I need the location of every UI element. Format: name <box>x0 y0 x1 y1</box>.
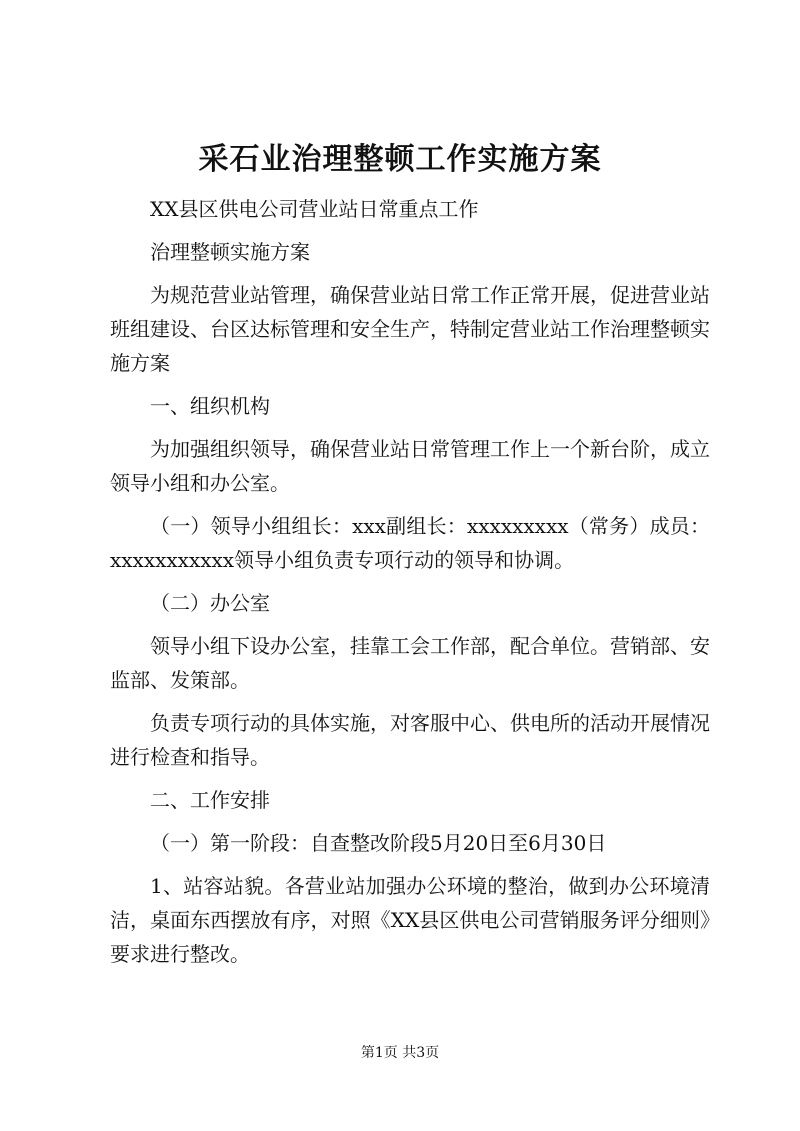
paragraph-subtitle-2: 治理整顿实施方案 <box>150 240 310 264</box>
document-title: 采石业治理整顿工作实施方案 <box>198 142 602 177</box>
page-footer: 第1页 共3页 <box>360 1045 440 1061</box>
paragraph-subtitle-1: XX县区供电公司营业站日常重点工作 <box>150 197 479 221</box>
subheading-first-phase: （一）第一阶段：自查整改阶段5月20日至6月30日 <box>150 831 607 855</box>
paragraph-responsibility: 负责专项行动的具体实施，对客服中心、供电所的活动开展情况进行检查和指导。 <box>110 711 710 769</box>
paragraph-organization: 为加强组织领导，确保营业站日常管理工作上一个新台阶，成立领导小组和办公室。 <box>110 437 710 495</box>
section-heading-work-arrangement: 二、工作安排 <box>150 788 270 812</box>
paragraph-leading-group: （一）领导小组组长：xxx副组长：xxxxxxxxx（常务）成员：xxxxxxxxxxx领导小组负责专项行动的领导和协调。 <box>110 514 710 572</box>
paragraph-intro: 为规范营业站管理，确保营业站日常工作正常开展，促进营业站班组建设、台区达标管理和安全生产，特制定营业站工作治理整顿实施方案 <box>110 283 710 375</box>
document-body <box>110 192 710 980</box>
subheading-office: （二）办公室 <box>150 591 270 615</box>
section-heading-organization: 一、组织机构 <box>150 394 270 418</box>
paragraph-office: 领导小组下设办公室，挂靠工会工作部，配合单位。营销部、安监部、发策部。 <box>110 634 710 692</box>
paragraph-station-appearance: 1、站容站貌。各营业站加强办公环境的整治，做到办公环境清洁，桌面东西摆放有序，对照《XX县区供电公司营销服务评分细则》要求进行整改。 <box>110 874 710 966</box>
